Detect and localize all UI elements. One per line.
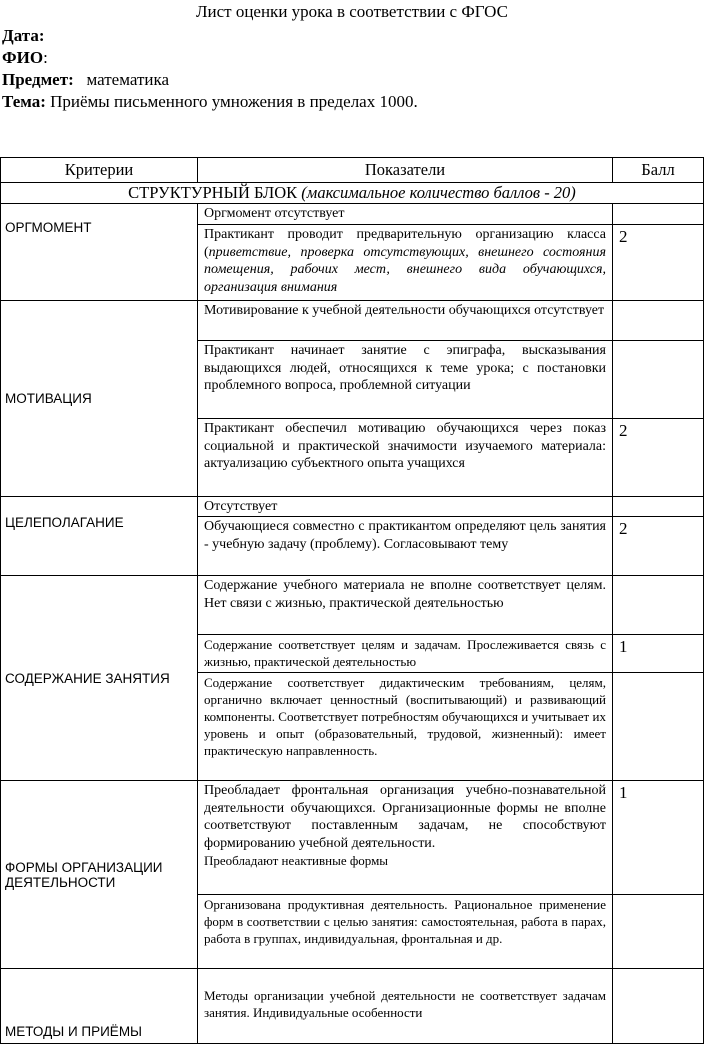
subject-label: Предмет: [2, 70, 74, 89]
table-row [1, 301, 704, 341]
fio-line [2, 48, 48, 68]
table-row [1, 969, 704, 1044]
score-cell [613, 497, 704, 517]
indicator-cell: Практикант обеспечил мотивацию обучающихся через показ социальной и практической значимости изучаемого материала: актуализацию субъектного опыта учащихся [198, 419, 613, 497]
date-label: Дата: [2, 26, 45, 45]
indicator-cell: Содержание соответствует дидактическим требованиям, целям, органично включает ценностный (воспитывающий) и развивающий компоненты. Соответствует потребностям обучающихся и учитывает их уровень и опыт (образовательный, трудовой, жизненный): имеет практическую направленность. [198, 673, 613, 781]
indicator-cell: Методы организации учебной деятельности не соответствует задачам занятия. Индивидуальные особенности [198, 969, 613, 1044]
score-cell: 1 [613, 635, 704, 673]
structural-block-row [1, 183, 704, 204]
block-note: (максимальное количество баллов - 20) [301, 183, 576, 202]
structural-block-title [1, 183, 704, 204]
table-row [1, 204, 704, 225]
score-cell: 2 [613, 517, 704, 576]
indicator-cell: Содержание соответствует целям и задачам. Прослеживается связь с жизнью, практической деятельностью [198, 635, 613, 673]
score-cell [613, 301, 704, 341]
subject-value: математика [86, 70, 170, 89]
score-cell [613, 673, 704, 781]
criterion-cell: МЕТОДЫ И ПРИЁМЫ [1, 969, 198, 1044]
indicator-text: Преобладает фронтальная организация учебно-познавательной деятельности обучающихся. Организационные формы не вполне соответствуют поставленным задачам, не способствуют формированию учебной деятельности. [204, 783, 606, 851]
topic-value: Приёмы письменного умножения в пределах 1000. [50, 92, 418, 111]
score-cell [613, 204, 704, 225]
criterion-cell: СОДЕРЖАНИЕ ЗАНЯТИЯ [1, 576, 198, 781]
criterion-cell: МОТИВАЦИЯ [1, 301, 198, 497]
assessment-table [0, 157, 704, 1044]
block-title: СТРУКТУРНЫЙ БЛОК [128, 183, 298, 202]
column-header-criteria: Критерии [1, 158, 198, 183]
indicator-cell [198, 225, 613, 301]
indicator-text: Практикант проводит предварительную организацию класса ( [204, 227, 606, 260]
table-row [1, 781, 704, 895]
indicator-italic-text: приветствие, проверка отсутствующих, внешнего состояния помещения, рабочих мест, внешнего вида обучающихся, организация внимания [204, 244, 606, 295]
score-cell: 2 [613, 419, 704, 497]
column-header-score: Балл [613, 158, 704, 183]
column-header-indicators: Показатели [198, 158, 613, 183]
fio-colon: : [43, 48, 48, 67]
criterion-cell: ФОРМЫ ОРГАНИЗАЦИИ ДЕЯТЕЛЬНОСТИ [1, 781, 198, 969]
score-cell [613, 895, 704, 969]
indicator-cell: Практикант начинает занятие с эпиграфа, высказывания выдающихся людей, относящихся к теме урока; с постановки проблемного вопроса, проблемной ситуации [198, 341, 613, 419]
criterion-cell: ОРГМОМЕНТ [1, 204, 198, 301]
indicator-extra-text: Преобладают неактивные формы [204, 853, 389, 868]
score-cell [613, 341, 704, 419]
indicator-cell: Обучающиеся совместно с практикантом определяют цель занятия - учебную задачу (проблему). Согласовывают тему [198, 517, 613, 576]
topic-label: Тема: [2, 92, 46, 111]
score-cell: 1 [613, 781, 704, 895]
table-row [1, 497, 704, 517]
subject-line [2, 70, 169, 90]
indicator-cell: Отсутствует [198, 497, 613, 517]
indicator-cell [198, 781, 613, 895]
score-cell [613, 969, 704, 1044]
indicator-cell: Мотивирование к учебной деятельности обучающихся отсутствует [198, 301, 613, 341]
page-title: Лист оценки урока в соответствии с ФГОС [195, 2, 509, 21]
topic-line [2, 92, 418, 112]
indicator-cell: Оргмомент отсутствует [198, 204, 613, 225]
criterion-cell: ЦЕЛЕПОЛАГАНИЕ [1, 497, 198, 576]
score-cell [613, 576, 704, 635]
indicator-cell: Содержание учебного материала не вполне соответствует целям. Нет связи с жизнью, практической деятельностью [198, 576, 613, 635]
table-header-row [1, 158, 704, 183]
table-row [1, 576, 704, 635]
fio-label: ФИО [2, 48, 44, 67]
score-cell: 2 [613, 225, 704, 301]
indicator-cell: Организована продуктивная деятельность. Рациональное применение форм в соответствии с целью занятия: самостоятельная, работа в парах, работа в группах, индивидуальная, фронтальная и др. [198, 895, 613, 969]
date-line [2, 26, 44, 46]
